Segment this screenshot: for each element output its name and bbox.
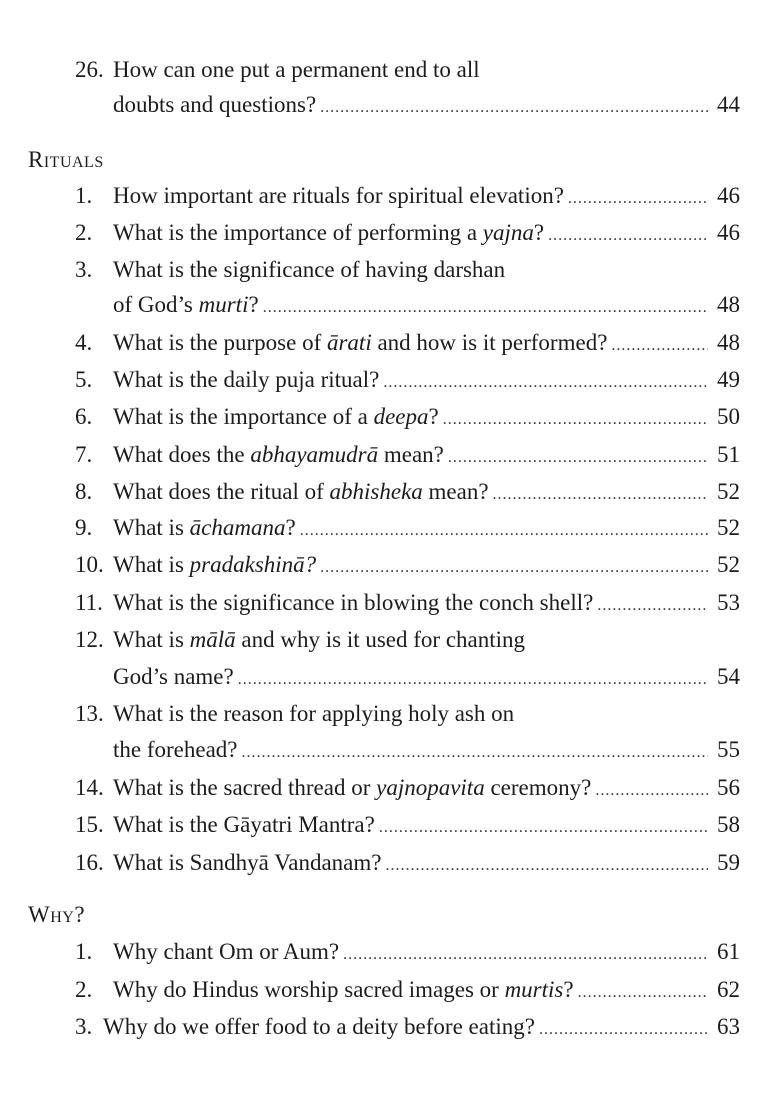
entry-text: the forehead?	[113, 737, 238, 762]
page-number: 52	[717, 479, 740, 504]
toc-entry-rituals-9	[75, 511, 740, 545]
toc-entry-rituals-15	[75, 808, 740, 842]
dot-leader	[343, 938, 708, 972]
toc-entry-why-1	[75, 935, 740, 969]
entry-number: 12.	[75, 627, 104, 652]
entry-text: Why chant Om or Aum?	[113, 939, 340, 964]
entry-number: 3.	[75, 257, 93, 282]
entry-text: What is the significance of having darshan	[113, 257, 506, 282]
entry-text: What is the sacred thread or yajnopavita ceremony?	[113, 775, 592, 800]
toc-entry-rituals-3	[75, 253, 740, 287]
entry-number: 10.	[75, 552, 104, 577]
toc-entry-rituals-8	[75, 475, 740, 509]
toc-entry-rituals-12	[75, 623, 740, 657]
entry-number: 4.	[75, 330, 93, 355]
entry-number: 1.	[75, 939, 93, 964]
dot-leader	[568, 182, 708, 216]
dot-leader	[238, 663, 708, 697]
toc-entry-rituals-7	[75, 438, 740, 472]
entry-number: 13.	[75, 701, 104, 726]
page-number: 56	[717, 775, 740, 800]
dot-leader	[539, 1013, 708, 1047]
dot-leader	[595, 774, 708, 808]
toc-entry-why-3	[75, 1010, 740, 1044]
page-number: 44	[717, 92, 740, 117]
entry-number: 8.	[75, 479, 93, 504]
dot-leader	[379, 811, 708, 845]
entry-text: How important are rituals for spiritual elevation?	[113, 183, 564, 208]
entry-number: 5.	[75, 367, 93, 392]
toc-entry-rituals-11	[75, 586, 740, 620]
toc-entry-rituals-13-continued	[113, 733, 740, 767]
entry-text: What is mālā and why is it used for chanting	[113, 627, 526, 652]
entry-number: 16.	[75, 850, 104, 875]
section-heading-why: Why?	[28, 902, 86, 927]
dot-leader	[300, 514, 708, 548]
entry-text: What is pradakshinā?	[113, 552, 317, 577]
page-number: 55	[717, 737, 740, 762]
toc-entry-26	[75, 53, 740, 87]
entry-text: How can one put a permanent end to all	[113, 57, 480, 82]
entry-text: What is the importance of performing a yajna?	[113, 220, 545, 245]
toc-entry-rituals-3-continued	[113, 288, 740, 322]
page-number: 46	[717, 220, 740, 245]
toc-entry-rituals-6	[75, 400, 740, 434]
dot-leader	[448, 441, 708, 475]
page-number: 52	[717, 552, 740, 577]
page-number: 62	[717, 977, 740, 1002]
dot-leader	[385, 849, 708, 883]
section-heading-rituals: Rituals	[28, 147, 104, 172]
entry-text: What is the reason for applying holy ash on	[113, 701, 515, 726]
dot-leader	[597, 589, 708, 623]
entry-text: doubts and questions?	[113, 92, 317, 117]
dot-leader	[611, 329, 708, 363]
dot-leader	[443, 403, 708, 437]
toc-entry-rituals-4	[75, 326, 740, 360]
dot-leader	[320, 551, 708, 585]
page-number: 54	[717, 664, 740, 689]
toc-entry-rituals-16	[75, 846, 740, 880]
toc-entry-26-continued	[113, 88, 740, 122]
entry-text: What is the purpose of ārati and how is it performed?	[113, 330, 608, 355]
dot-leader	[242, 736, 708, 770]
entry-text: What is the importance of a deepa?	[113, 404, 439, 429]
entry-number: 1.	[75, 183, 93, 208]
toc-entry-rituals-12-continued	[113, 660, 740, 694]
page-number: 48	[717, 292, 740, 317]
entry-text: What is the daily puja ritual?	[113, 367, 380, 392]
entry-number: 6.	[75, 404, 93, 429]
entry-number: 11.	[75, 590, 103, 615]
entry-number: 26.	[75, 57, 104, 82]
entry-text: Why do we offer food to a deity before eating?	[103, 1014, 535, 1039]
entry-text: What is Sandhyā Vandanam?	[113, 850, 382, 875]
page-number: 48	[717, 330, 740, 355]
toc-entry-rituals-5	[75, 363, 740, 397]
dot-leader	[320, 91, 708, 125]
dot-leader	[578, 976, 708, 1010]
entry-number: 2.	[75, 220, 93, 245]
entry-text: Why do Hindus worship sacred images or murtis?	[113, 977, 574, 1002]
entry-number: 15.	[75, 812, 104, 837]
entry-number: 7.	[75, 442, 93, 467]
entry-number: 14.	[75, 775, 104, 800]
page-number: 61	[717, 939, 740, 964]
page-number: 59	[717, 850, 740, 875]
page-number: 63	[717, 1014, 740, 1039]
page-number: 49	[717, 367, 740, 392]
entry-text: What is āchamana?	[113, 515, 296, 540]
entry-number: 2.	[75, 977, 93, 1002]
page-number: 52	[717, 515, 740, 540]
page-number: 51	[717, 442, 740, 467]
page-number: 53	[717, 590, 740, 615]
toc-entry-why-2	[75, 973, 740, 1007]
dot-leader	[263, 291, 708, 325]
toc-entry-rituals-1	[75, 179, 740, 213]
page-number: 50	[717, 404, 740, 429]
dot-leader	[548, 219, 708, 253]
entry-number: 9.	[75, 515, 93, 540]
entry-text: What does the abhayamudrā mean?	[113, 442, 444, 467]
page-number: 58	[717, 812, 740, 837]
toc-entry-rituals-14	[75, 771, 740, 805]
dot-leader	[493, 478, 708, 512]
entry-text: God’s name?	[113, 664, 234, 689]
toc-entry-rituals-13	[75, 697, 740, 731]
toc-entry-rituals-2	[75, 216, 740, 250]
entry-text: What does the ritual of abhisheka mean?	[113, 479, 489, 504]
dot-leader	[383, 366, 708, 400]
entry-text: What is the Gāyatri Mantra?	[113, 812, 375, 837]
entry-number: 3.	[75, 1014, 93, 1039]
page-number: 46	[717, 183, 740, 208]
toc-entry-rituals-10	[75, 548, 740, 582]
entry-text: What is the significance in blowing the conch shell?	[113, 590, 594, 615]
entry-text: of God’s murti?	[113, 292, 259, 317]
